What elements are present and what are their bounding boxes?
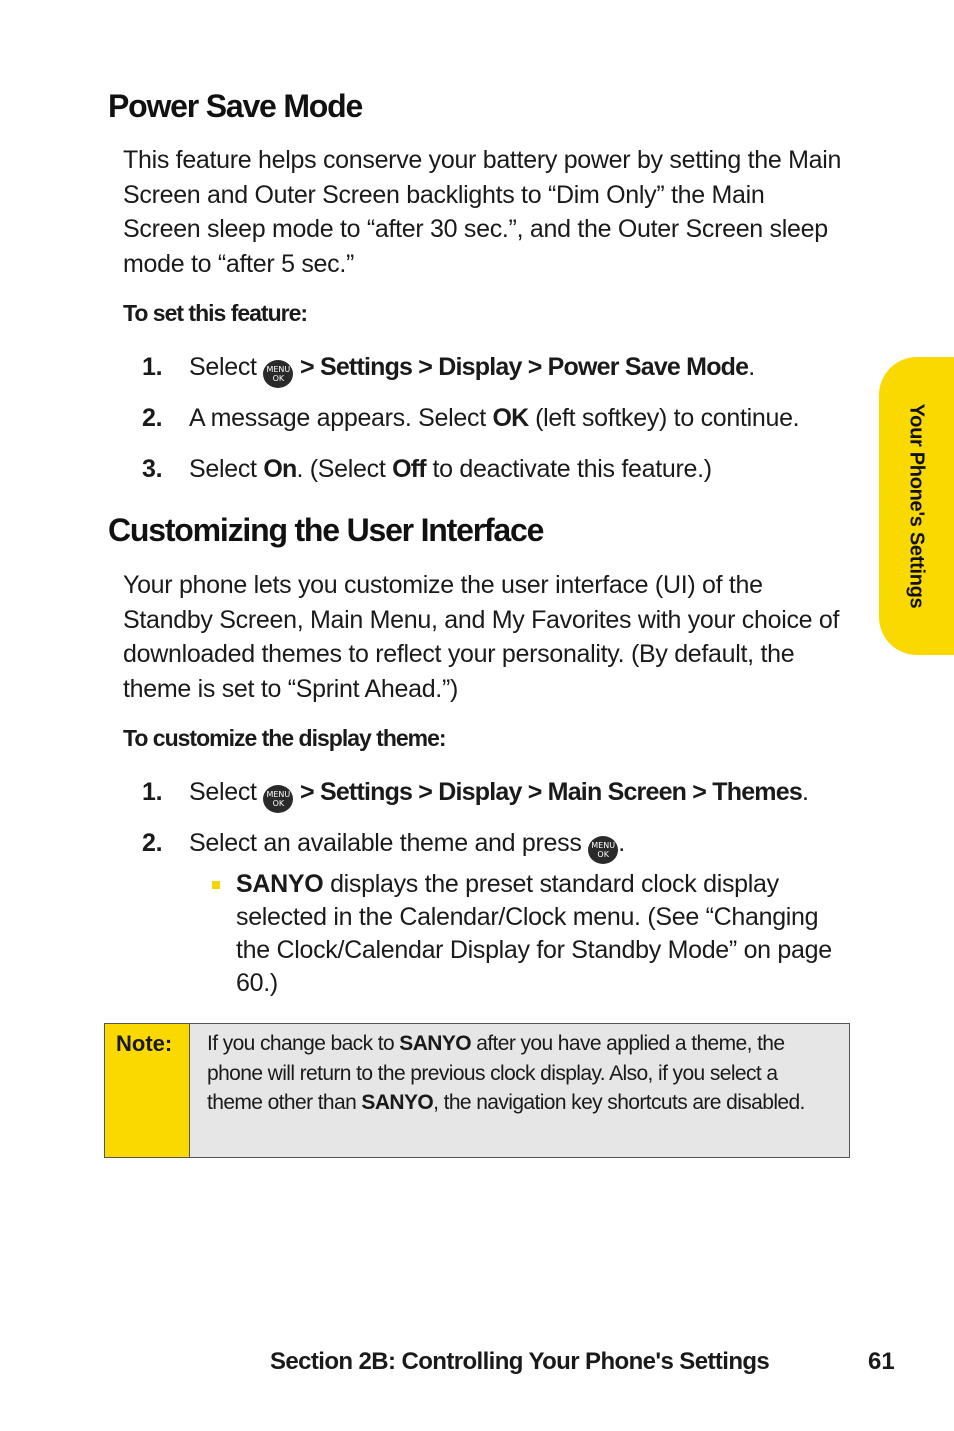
step-text: Select an available theme and press <box>189 829 582 857</box>
step-number: 2. <box>142 404 163 432</box>
step-number: 2. <box>142 829 163 857</box>
footer-section-title: Section 2B: Controlling Your Phone's Settings <box>270 1348 770 1375</box>
note-text: , the navigation key shortcuts are disabled. <box>433 1091 805 1114</box>
customize-subheading: To customize the display theme: <box>123 725 446 751</box>
menu-key-label: MENU <box>266 790 291 799</box>
bullet-text <box>236 868 846 1000</box>
bullet-square-icon <box>212 881 220 889</box>
note-text: If you change back to <box>207 1032 395 1055</box>
step-number: 1. <box>142 353 163 381</box>
menu-key-label: MENU <box>591 841 616 850</box>
step-text: . <box>618 829 625 857</box>
power-save-step-3 <box>142 452 712 486</box>
step-text: Select <box>189 778 257 806</box>
step-text: A message appears. Select <box>189 404 486 432</box>
power-save-step-2 <box>142 401 799 435</box>
ok-key-label: OK <box>272 799 285 808</box>
customize-step-2 <box>142 826 625 864</box>
step-text: Select <box>189 455 257 483</box>
note-sanyo: SANYO <box>361 1091 434 1114</box>
power-save-subheading: To set this feature: <box>123 300 308 326</box>
power-save-step-1 <box>142 350 755 388</box>
customize-intro: Your phone lets you customize the user interface (UI) of the Standby Screen, Main Menu, and My Favorites with your choice of downloaded themes to reflect your personality. (By default, the theme is set to “Sprint Ahead.”) <box>123 571 840 703</box>
note-box <box>104 1023 850 1158</box>
note-text: after you have applied a theme, the phone will return to the previous clock display. Also, if you select a theme other than <box>207 1032 785 1114</box>
step-text: Select <box>189 353 257 381</box>
menu-ok-key-icon <box>263 360 293 388</box>
note-body <box>190 1024 849 1157</box>
step-number: 1. <box>142 778 163 806</box>
menu-key-label: MENU <box>266 365 291 374</box>
sanyo-label: SANYO <box>236 870 324 898</box>
step-text: (left softkey) to continue. <box>535 404 800 432</box>
menu-ok-key-icon <box>588 836 618 864</box>
bullet-body: displays the preset standard clock display selected in the Calendar/Clock menu. (See “Changing the Clock/Calendar Display for Standby Mode” on page 60.) <box>236 870 832 997</box>
customize-heading: Customizing the User Interface <box>108 512 544 548</box>
ok-key-label: OK <box>597 850 609 859</box>
power-save-heading: Power Save Mode <box>108 88 363 124</box>
step-text: to deactivate this feature.) <box>432 455 712 483</box>
note-sanyo: SANYO <box>399 1032 471 1055</box>
page-number: 61 <box>868 1348 895 1375</box>
off-label: Off <box>392 455 426 483</box>
menu-path: > Settings > Display > Main Screen > Themes <box>300 778 802 806</box>
note-label: Note: <box>105 1024 190 1157</box>
power-save-intro: This feature helps conserve your battery power by setting the Main Screen and Outer Screen backlights to “Dim Only” the Main Screen sleep mode to “after 30 sec.”, and the Outer Screen sleep mode to “after 5 sec.” <box>123 146 842 278</box>
menu-ok-key-icon <box>263 785 293 813</box>
on-label: On <box>263 455 297 483</box>
step-text: . (Select <box>296 455 386 483</box>
step-text: . <box>748 353 755 381</box>
side-tab-label: Your Phone's Settings <box>905 403 928 609</box>
customize-step-1 <box>142 775 809 813</box>
ok-key-label: OK <box>272 374 285 383</box>
menu-path: > Settings > Display > Power Save Mode <box>300 353 749 381</box>
step-text: . <box>801 778 809 806</box>
step-number: 3. <box>142 455 163 483</box>
ok-label: OK <box>492 404 529 432</box>
